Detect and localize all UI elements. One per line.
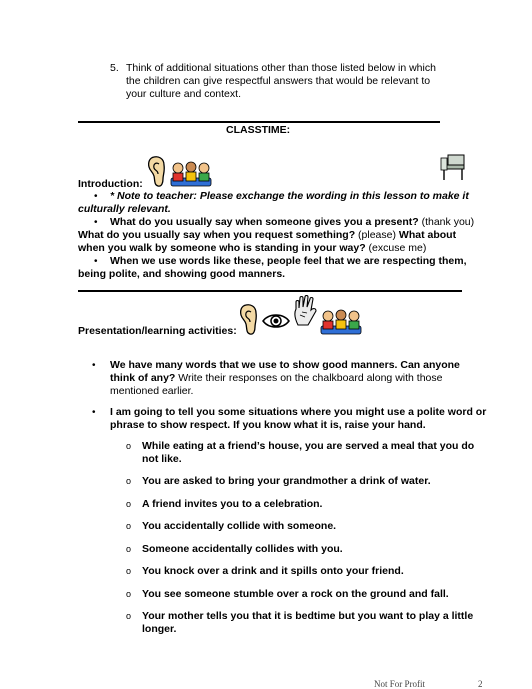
answer-thank-you: (thank you)	[418, 216, 475, 228]
ear-icon	[146, 155, 168, 189]
good-manners-line-3: mentioned earlier.	[110, 385, 194, 397]
situation-1-line-1: While eating at a friend’s house, you are served a meal that you do	[142, 440, 475, 452]
teacher-note-line-2: culturally relevant.	[78, 203, 171, 215]
footer-text: Not For Profit	[374, 679, 426, 689]
words-line-2: being polite, and showing good manners.	[78, 268, 286, 280]
classtime-heading: CLASSTIME:	[226, 124, 291, 136]
page-number: 2	[478, 679, 483, 689]
situation-7: You see someone stumble over a rock on the ground and fall.	[142, 588, 449, 600]
divider-middle	[78, 290, 462, 292]
situation-8-line-2: longer.	[142, 623, 177, 635]
teacher-desk-icon	[440, 153, 466, 181]
question-line-1	[110, 216, 474, 229]
situation-1-line-2: not like.	[142, 453, 182, 465]
situation-marker: o	[126, 521, 132, 531]
question-walk-by: when you walk by someone who is standing in your way?	[78, 242, 366, 254]
hand-icon	[292, 295, 318, 327]
step5-line-3: your culture and context.	[126, 88, 241, 100]
words-line-1: When we use words like these, people feel that we are respecting them,	[110, 255, 467, 267]
good-manners-line-1: We have many words that we use to show good manners. Can anyone	[110, 359, 460, 371]
presentation-bullet-1: •	[92, 360, 96, 371]
situation-marker: o	[126, 544, 132, 554]
answer-excuse-me: (excuse me)	[365, 242, 427, 254]
situation-8-line-1: Your mother tells you that it is bedtime but you want to play a little	[142, 610, 474, 622]
introduction-label: Introduction:	[78, 178, 143, 190]
situation-marker: o	[126, 566, 132, 576]
situation-marker: o	[126, 611, 132, 621]
teacher-note-line-1: * Note to teacher: Please exchange the wording in this lesson to make it	[110, 190, 469, 202]
chalkboard-instruction: Write their responses on the chalkboard along with those	[175, 372, 443, 384]
intro-bullet-1: •	[94, 191, 98, 202]
situation-3: A friend invites you to a celebration.	[142, 498, 323, 510]
question-line-2	[78, 229, 456, 242]
situation-6: You knock over a drink and it spills onto your friend.	[142, 565, 404, 577]
think-of-any: think of any?	[110, 372, 176, 384]
group-children-icon	[320, 308, 362, 336]
situation-marker: o	[126, 589, 132, 599]
question-request: What do you usually say when you request something?	[78, 229, 356, 241]
situation-5: Someone accidentally collides with you.	[142, 543, 343, 555]
good-manners-line-2	[110, 372, 442, 385]
situation-marker: o	[126, 441, 132, 451]
question-present: What do you usually say when someone gives you a present?	[110, 216, 419, 228]
situations-intro-line-2: phrase to show respect. If you know what it is, raise your hand.	[110, 419, 426, 431]
divider-top	[78, 121, 440, 123]
presentation-label: Presentation/learning activities:	[78, 325, 237, 337]
situation-marker: o	[126, 476, 132, 486]
situation-2: You are asked to bring your grandmother a drink of water.	[142, 475, 431, 487]
situation-marker: o	[126, 499, 132, 509]
answer-please: (please)	[355, 229, 399, 241]
eye-icon	[262, 312, 290, 330]
question-what-about: What about	[398, 229, 457, 241]
situation-4: You accidentally collide with someone.	[142, 520, 337, 532]
situations-intro-line-1: I am going to tell you some situations where you might use a polite word or	[110, 406, 487, 418]
question-line-3	[78, 242, 426, 255]
ear-icon	[238, 303, 260, 337]
group-children-icon	[170, 160, 212, 188]
intro-bullet-2: •	[94, 217, 98, 228]
step-number: 5.	[110, 62, 119, 74]
step5-line-2: the children can give respectful answers that would be relevant to	[126, 75, 431, 87]
step5-line-1: Think of additional situations other than those listed below in which	[126, 62, 436, 74]
presentation-bullet-2: •	[92, 407, 96, 418]
intro-bullet-3: •	[94, 256, 98, 267]
